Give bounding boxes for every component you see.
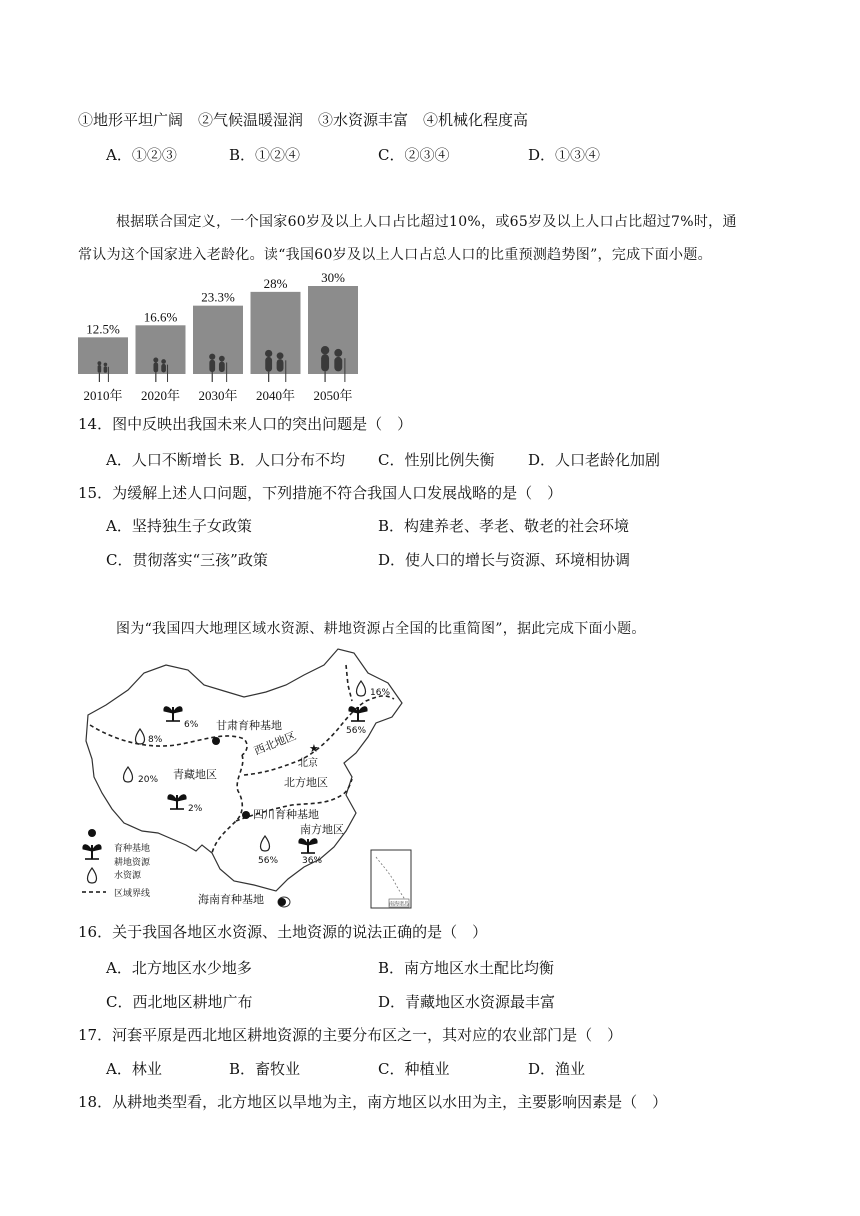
ne-land-value: 56% xyxy=(346,726,367,736)
q15-option-d[interactable]: D．使人口的增长与资源、环境相协调 xyxy=(378,551,631,569)
q13-factors: ①地形平坦广阔 ②气候温暖湿润 ③水资源丰富 ④机械化程度高 xyxy=(78,111,529,129)
q17-option-b[interactable]: B．畜牧业 xyxy=(229,1060,301,1078)
intro1-line2: 常认为这个国家进入老龄化。读“我国60岁及以上人口占总人口的比重预测趋势图”，完成下面小题。 xyxy=(78,247,712,263)
bar-1 xyxy=(136,325,186,374)
q17-option-c[interactable]: C．种植业 xyxy=(378,1060,450,1078)
china-outline xyxy=(86,649,402,891)
q17-stem: 17．河套平原是西北地区耕地资源的主要分布区之一，其对应的农业部门是（ ） xyxy=(78,1026,623,1044)
q16-option-b[interactable]: B．南方地区水土配比均衡 xyxy=(378,959,555,977)
q13-option-d[interactable]: D．①③④ xyxy=(528,146,601,164)
northwest-label: 西北地区 xyxy=(252,729,298,758)
bar-value-label-0: 12.5% xyxy=(86,321,120,337)
south-label: 南方地区 xyxy=(300,823,344,836)
q14-option-d[interactable]: D．人口老龄化加剧 xyxy=(528,451,661,469)
q14-stem: 14．图中反映出我国未来人口的突出问题是（ ） xyxy=(78,415,413,433)
north-label: 北方地区 xyxy=(284,776,328,789)
bar-value-label-2: 23.3% xyxy=(201,289,235,305)
category-label-3: 2040年 xyxy=(255,388,296,403)
gansu-base-dot xyxy=(212,737,220,745)
category-label-2: 2030年 xyxy=(198,388,238,403)
gansu-label: 甘肃育种基地 xyxy=(216,719,282,732)
bar-2 xyxy=(193,306,243,374)
category-label-1: 2020年 xyxy=(140,388,181,403)
legend-border: 区域界线 xyxy=(114,889,151,899)
ne-water-value: 16% xyxy=(370,688,391,698)
hainan-label: 海南育种基地 xyxy=(198,893,264,906)
intro1-line1: 根据联合国定义，一个国家60岁及以上人口占比超过10%，或65岁及以上人口占比超过7%时，通 xyxy=(116,214,737,230)
nw-water-value: 8% xyxy=(148,735,163,745)
q13-option-c[interactable]: C．②③④ xyxy=(378,146,450,164)
legend-dot-icon xyxy=(88,829,96,837)
legend-farmland: 耕地资源 xyxy=(114,858,151,868)
bar-3 xyxy=(251,292,301,374)
q16-option-a[interactable]: A．北方地区水少地多 xyxy=(106,959,252,977)
intro2: 图为“我国四大地理区域水资源、耕地资源占全国的比重简图”，据此完成下面小题。 xyxy=(116,621,646,637)
legend-water: 水资源 xyxy=(114,871,142,881)
q13-option-a[interactable]: A．①②③ xyxy=(106,146,177,164)
q15-option-a[interactable]: A．坚持独生子女政策 xyxy=(106,517,252,535)
bar-value-label-3: 28% xyxy=(263,275,288,291)
inset-label: 南海诸岛 xyxy=(388,901,410,908)
nw-land-value: 6% xyxy=(184,720,199,730)
legend-water-icon xyxy=(88,868,97,883)
q18-stem: 18．从耕地类型看，北方地区以旱地为主，南方地区以水田为主，主要影响因素是（ ） xyxy=(78,1093,668,1111)
q14-option-c[interactable]: C．性别比例失衡 xyxy=(378,451,495,469)
q13-option-b[interactable]: B．①②④ xyxy=(229,146,301,164)
beijing-label: 北京 xyxy=(298,758,318,769)
q16-option-c[interactable]: C．西北地区耕地广布 xyxy=(106,993,253,1011)
bar-value-label-4: 30% xyxy=(321,270,345,285)
sichuan-label: 四川育种基地 xyxy=(253,808,319,821)
q16-option-d[interactable]: D．青藏地区水资源最丰富 xyxy=(378,993,556,1011)
bar-4 xyxy=(308,286,358,374)
beijing-star-icon: ★ xyxy=(309,742,319,755)
q17-option-a[interactable]: A．林业 xyxy=(106,1060,162,1078)
bar-0 xyxy=(78,337,128,374)
q15-option-b[interactable]: B．构建养老、孝老、敬老的社会环境 xyxy=(378,517,630,535)
qz-land-value: 2% xyxy=(188,804,203,814)
q15-stem: 15．为缓解上述人口问题，下列措施不符合我国人口发展战略的是（ ） xyxy=(78,484,563,502)
bar-value-label-1: 16.6% xyxy=(143,309,178,325)
china-resources-map xyxy=(76,645,421,915)
legend-breeding-base: 育种基地 xyxy=(114,844,151,854)
qz-water-value: 20% xyxy=(138,775,159,785)
category-label-4: 2050年 xyxy=(313,388,353,403)
q17-option-d[interactable]: D．渔业 xyxy=(528,1060,586,1078)
south-land-value: 36% xyxy=(302,856,323,866)
aging-trend-chart xyxy=(76,270,366,408)
category-label-0: 2010年 xyxy=(83,388,123,403)
q15-option-c[interactable]: C．贯彻落实“三孩”政策 xyxy=(106,551,268,569)
sichuan-base-dot xyxy=(242,811,250,819)
hainan-base-dot xyxy=(278,898,286,906)
south-water-value: 56% xyxy=(258,856,279,866)
q14-option-a[interactable]: A．人口不断增长 xyxy=(106,451,222,469)
legend-farmland-icon xyxy=(83,845,101,859)
q16-stem: 16．关于我国各地区水资源、土地资源的说法正确的是（ ） xyxy=(78,923,488,941)
qingzang-label: 青藏地区 xyxy=(173,768,217,781)
q14-option-b[interactable]: B．人口分布不均 xyxy=(229,451,346,469)
